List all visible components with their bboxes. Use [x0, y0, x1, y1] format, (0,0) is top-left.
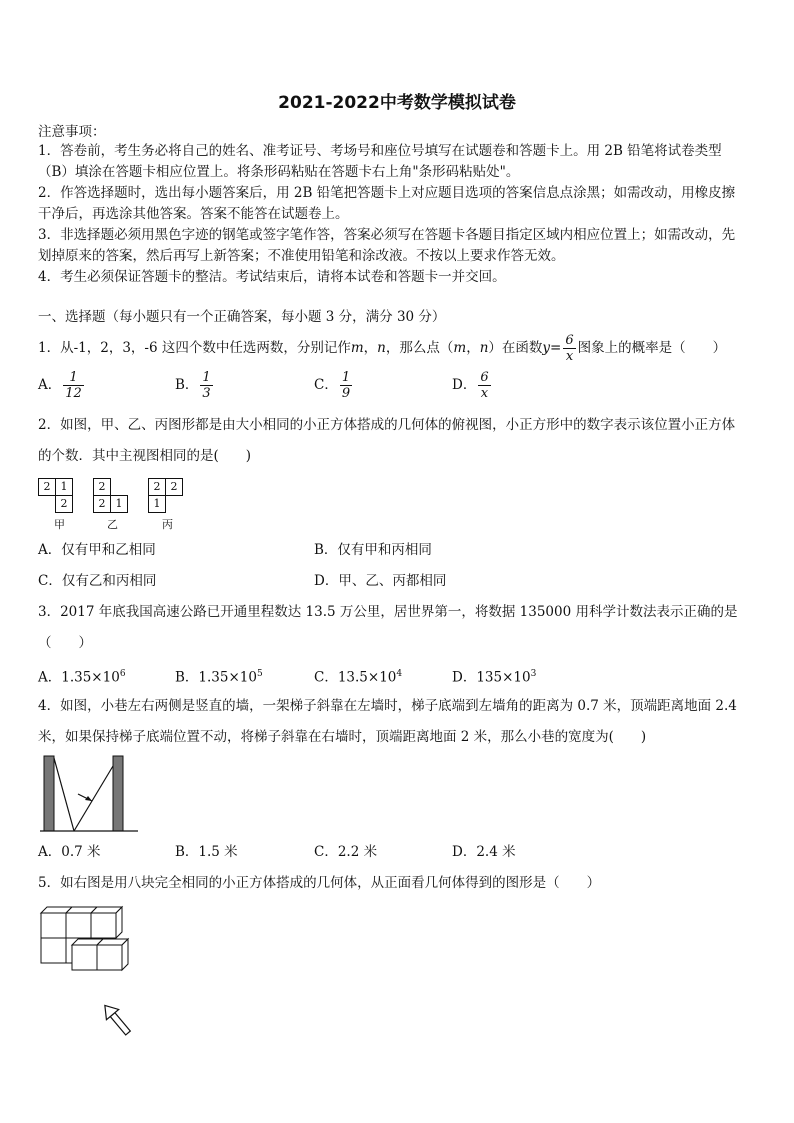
q4-option-c[interactable]: C．2.2 米	[314, 844, 378, 860]
view-arrow	[99, 1000, 134, 1038]
alley-ladder-figure	[38, 752, 143, 834]
question-2-line1: 2．如图，甲、乙、丙图形都是由大小相同的小正方体搭成的几何体的俯视图，小正方形中的数字表示该位置小正方体	[38, 417, 736, 433]
question-3-line1: 3．2017 年底我国高速公路已开通里程数达 13.5 万公里，居世界第一，将数据 135000 用科学计数法表示正确的是	[38, 604, 738, 620]
grid-cell: 2	[39, 479, 56, 496]
notice-line: （B）填涂在答题卡相应位置上。将条形码粘贴在答题卡右上角"条形码粘贴处"。	[38, 164, 520, 180]
figure-label: 丙	[162, 518, 173, 531]
q1-option-d[interactable]: D． $\frac{6}{x}$	[452, 370, 489, 401]
ladder-left	[54, 758, 74, 831]
q3-option-b[interactable]: B．$1.35\times 10^5$	[175, 669, 263, 686]
q2-option-b[interactable]: B．仅有甲和丙相同	[314, 542, 432, 558]
grid-cell: 2	[56, 496, 73, 513]
ladder-right	[74, 766, 113, 831]
figure-label: 甲	[54, 518, 65, 531]
grid-cell: 1	[56, 479, 73, 496]
question-4-line1: 4．如图，小巷左右两侧是竖直的墙，一架梯子斜靠在左墙时，梯子底端到左墙角的距离为 0.7 米，顶端距离地面 2.4	[38, 698, 737, 714]
left-wall	[44, 756, 54, 831]
page-title: 2021-2022中考数学模拟试卷	[278, 93, 516, 113]
question-1: 1．从-1，2，3，-6 这四个数中任选两数，分别记作m，n，那么点（m，n）在函数y= $\frac{6}{x}$ 图象上的概率是（ ）	[38, 333, 727, 364]
q2-option-c[interactable]: C．仅有乙和丙相同	[38, 573, 157, 589]
q2-option-d[interactable]: D．甲、乙、丙都相同	[314, 573, 447, 589]
grid-cell: 1	[111, 496, 128, 513]
right-wall	[113, 756, 123, 831]
notice-line: 2．作答选择题时，选出每小题答案后，用 2B 铅笔把答题卡上对应题目选项的答案信息点涂黑；如需改动，用橡皮擦	[38, 185, 736, 201]
section-heading: 一、选择题（每小题只有一个正确答案，每小题 3 分，满分 30 分）	[38, 309, 446, 325]
figure-yi	[93, 478, 128, 531]
notice-line: 干净后，再选涂其他答案。答案不能答在试题卷上。	[38, 206, 349, 222]
question-3-line2: （ ）	[38, 635, 92, 651]
grid-cell: 2	[94, 496, 111, 513]
q3-option-d[interactable]: D．$135\times 10^3$	[452, 669, 537, 686]
notice-line: 1．答卷前，考生务必将自己的姓名、准考证号、考场号和座位号填写在试题卷和答题卡上。用 2B 铅笔将试卷类型	[38, 143, 722, 159]
q2-option-a[interactable]: A．仅有甲和乙相同	[38, 542, 156, 558]
q3-option-c[interactable]: C．$13.5\times 10^4$	[314, 669, 403, 686]
grid-cell-empty	[39, 496, 56, 513]
q1-option-a[interactable]: A． $\frac{1}{12}$	[38, 370, 82, 401]
q3-option-a[interactable]: A．$1.35\times 10^6$	[38, 669, 126, 686]
question-2-line2: 的个数．其中主视图相同的是( )	[38, 448, 252, 464]
figure-jia	[38, 478, 73, 531]
q4-option-a[interactable]: A．0.7 米	[38, 844, 101, 860]
figure-bing	[148, 478, 183, 531]
grid-cell: 2	[166, 479, 183, 496]
q4-option-d[interactable]: D．2.4 米	[452, 844, 516, 860]
grid-cell-empty	[166, 496, 183, 513]
notice-heading: 注意事项：	[38, 124, 106, 140]
q1-option-b[interactable]: B． $\frac{1}{3}$	[175, 370, 211, 401]
grid-cell: 2	[149, 479, 166, 496]
grid-cell: 2	[94, 479, 111, 496]
notice-line: 划掉原来的答案，然后再写上新答案；不准使用铅笔和涂改液。不按以上要求作答无效。	[38, 248, 565, 264]
q4-option-b[interactable]: B．1.5 米	[175, 844, 238, 860]
notice-line: 4．考生必须保证答题卡的整洁。考试结束后，请将本试卷和答题卡一并交回。	[38, 269, 506, 285]
q1-option-c[interactable]: C． $\frac{1}{9}$	[314, 370, 351, 401]
figure-label: 乙	[107, 518, 118, 531]
cube-solid-figure	[36, 903, 140, 1038]
notice-line: 3．非选择题必须用黑色字迹的钢笔或签字笔作答，答案必须写在答题卡各题目指定区域内相应位置上；如需改动，先	[38, 227, 736, 243]
grid-cell: 1	[149, 496, 166, 513]
question-5-line1: 5．如右图是用八块完全相同的小正方体搭成的几何体，从正面看几何体得到的图形是（ ）	[38, 875, 601, 891]
grid-cell-empty	[111, 479, 128, 496]
question-4-line2: 米，如果保持梯子底端位置不动，将梯子斜靠在右墙时，顶端距离地面 2 米，那么小巷的宽度为( )	[38, 729, 647, 745]
